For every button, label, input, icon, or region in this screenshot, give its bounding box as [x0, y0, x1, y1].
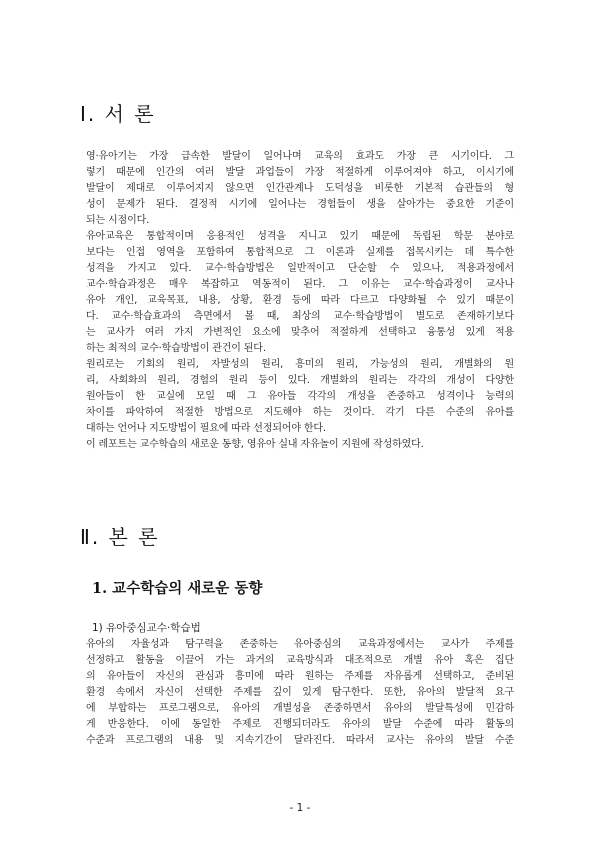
text-line: 발달이 제대로 이루어지지 않으면 인간관계나 도덕성을 비롯한 기본적 습관들의 형: [86, 183, 514, 194]
paragraph-intro-3: [86, 357, 514, 437]
text-line: 영·유아기는 가장 급속한 발달이 일어나며 교육의 효과도 가장 큰 시기이다. 그: [86, 151, 514, 162]
text-line: 성이 문제가 된다. 결정적 시기에 일어나는 경험들이 생을 살아가는 중요한 기준이: [86, 199, 514, 210]
text-line: 보다는 인접 영역을 포함하여 통합적으로 그 이론과 실제를 접목시키는 데 특수한: [86, 247, 514, 258]
text-line: 게 반응한다. 이에 동일한 주제로 진행되더라도 유아의 발달 수준에 따라 활동의: [86, 719, 514, 730]
text-line: 유아교육은 통합적이며 응용적인 성격을 지니고 있기 때문에 독립된 학문 분야로: [86, 231, 514, 242]
text-line: 는 교사가 여러 가지 가변적인 요소에 맞추어 적절하게 선택하고 융통성 있게 적용: [86, 327, 514, 338]
subsubsection-heading: 1) 유아중심교수·학습법: [92, 622, 201, 634]
text-line: 유아의 자율성과 탐구력을 존중하는 유아중심의 교육과정에서는 교사가 주제를: [86, 639, 514, 650]
section-heading-introduction: Ⅰ. 서 론: [80, 102, 156, 126]
page-number: - 1 -: [289, 802, 311, 814]
subsection-heading: 1. 교수학습의 새로운 동향: [92, 580, 263, 597]
text-line: 리, 사회화의 원리, 경험의 원리 등이 있다. 개별화의 원리는 각각의 개성이 다양한: [86, 375, 514, 386]
text-line: 렇기 때문에 인간의 여러 발달 과업들이 가장 적절하게 이루어져야 하고, 이시기에: [86, 167, 514, 178]
text-line: 성격을 가지고 있다. 교수·학습방법은 일반적이고 단순할 수 있으나, 적용과정에서: [86, 263, 514, 274]
text-line: 유아 개인, 교육목표, 내용, 상황, 환경 등에 따라 다르고 다양화될 수 있기 때문이: [86, 295, 514, 306]
text-line: 다. 교수·학습효과의 측면에서 볼 때, 최상의 교수·학습방법이 별도로 존재하기보다: [86, 311, 514, 322]
paragraph-intro-4: [86, 437, 514, 453]
text-line: 하는 최적의 교수·학습방법이 관건이 된다.: [86, 343, 266, 354]
text-line: 수준과 프로그램의 내용 및 지속기간이 달라진다. 따라서 교사는 유아의 발달 수준: [86, 735, 514, 746]
text-line: 환경 속에서 자신이 선택한 주제를 깊이 있게 탐구한다. 또한, 유아의 발달적 요구: [86, 687, 514, 698]
text-line: 에 부합하는 프로그램으로, 유아의 개별성을 존중하면서 유아의 발달특성에 민감하: [86, 703, 514, 714]
paragraph-intro-2: [86, 229, 514, 357]
paragraph-body-1: [86, 637, 514, 749]
text-line: 원아들이 한 교실에 모일 때 그 유아들 각각의 개성을 존중하고 성격이나 능력의: [86, 391, 514, 402]
text-line: 되는 시점이다.: [86, 215, 150, 226]
text-line: 이 레포트는 교수학습의 새로운 동향, 영유아 실내 자유놀이 지원에 작성하였다.: [86, 439, 424, 450]
text-line: 교수·학습과정은 매우 복잡하고 역동적이 된다. 그 이유는 교수·학습과정이 교사나: [86, 279, 514, 290]
text-line: 의 유아들이 자신의 관심과 흥미에 따라 원하는 주제를 자유롭게 선택하고, 준비된: [86, 671, 514, 682]
text-line: 대하는 언어나 지도방법이 필요에 따라 선정되어야 한다.: [86, 423, 326, 434]
text-line: 선정하고 활동을 이끌어 가는 과거의 교육방식과 대조적으로 개별 유아 혹은 집단: [86, 655, 514, 666]
section-heading-body: Ⅱ. 본 론: [80, 525, 160, 549]
text-line: 차이를 파악하여 적절한 방법으로 지도해야 하는 것이다. 각기 다른 수준의 유아를: [86, 407, 514, 418]
text-line: 원리로는 기회의 원리, 자발성의 원리, 흥미의 원리, 가능성의 원리, 개별화의 원: [86, 359, 514, 370]
paragraph-intro-1: [86, 149, 514, 229]
